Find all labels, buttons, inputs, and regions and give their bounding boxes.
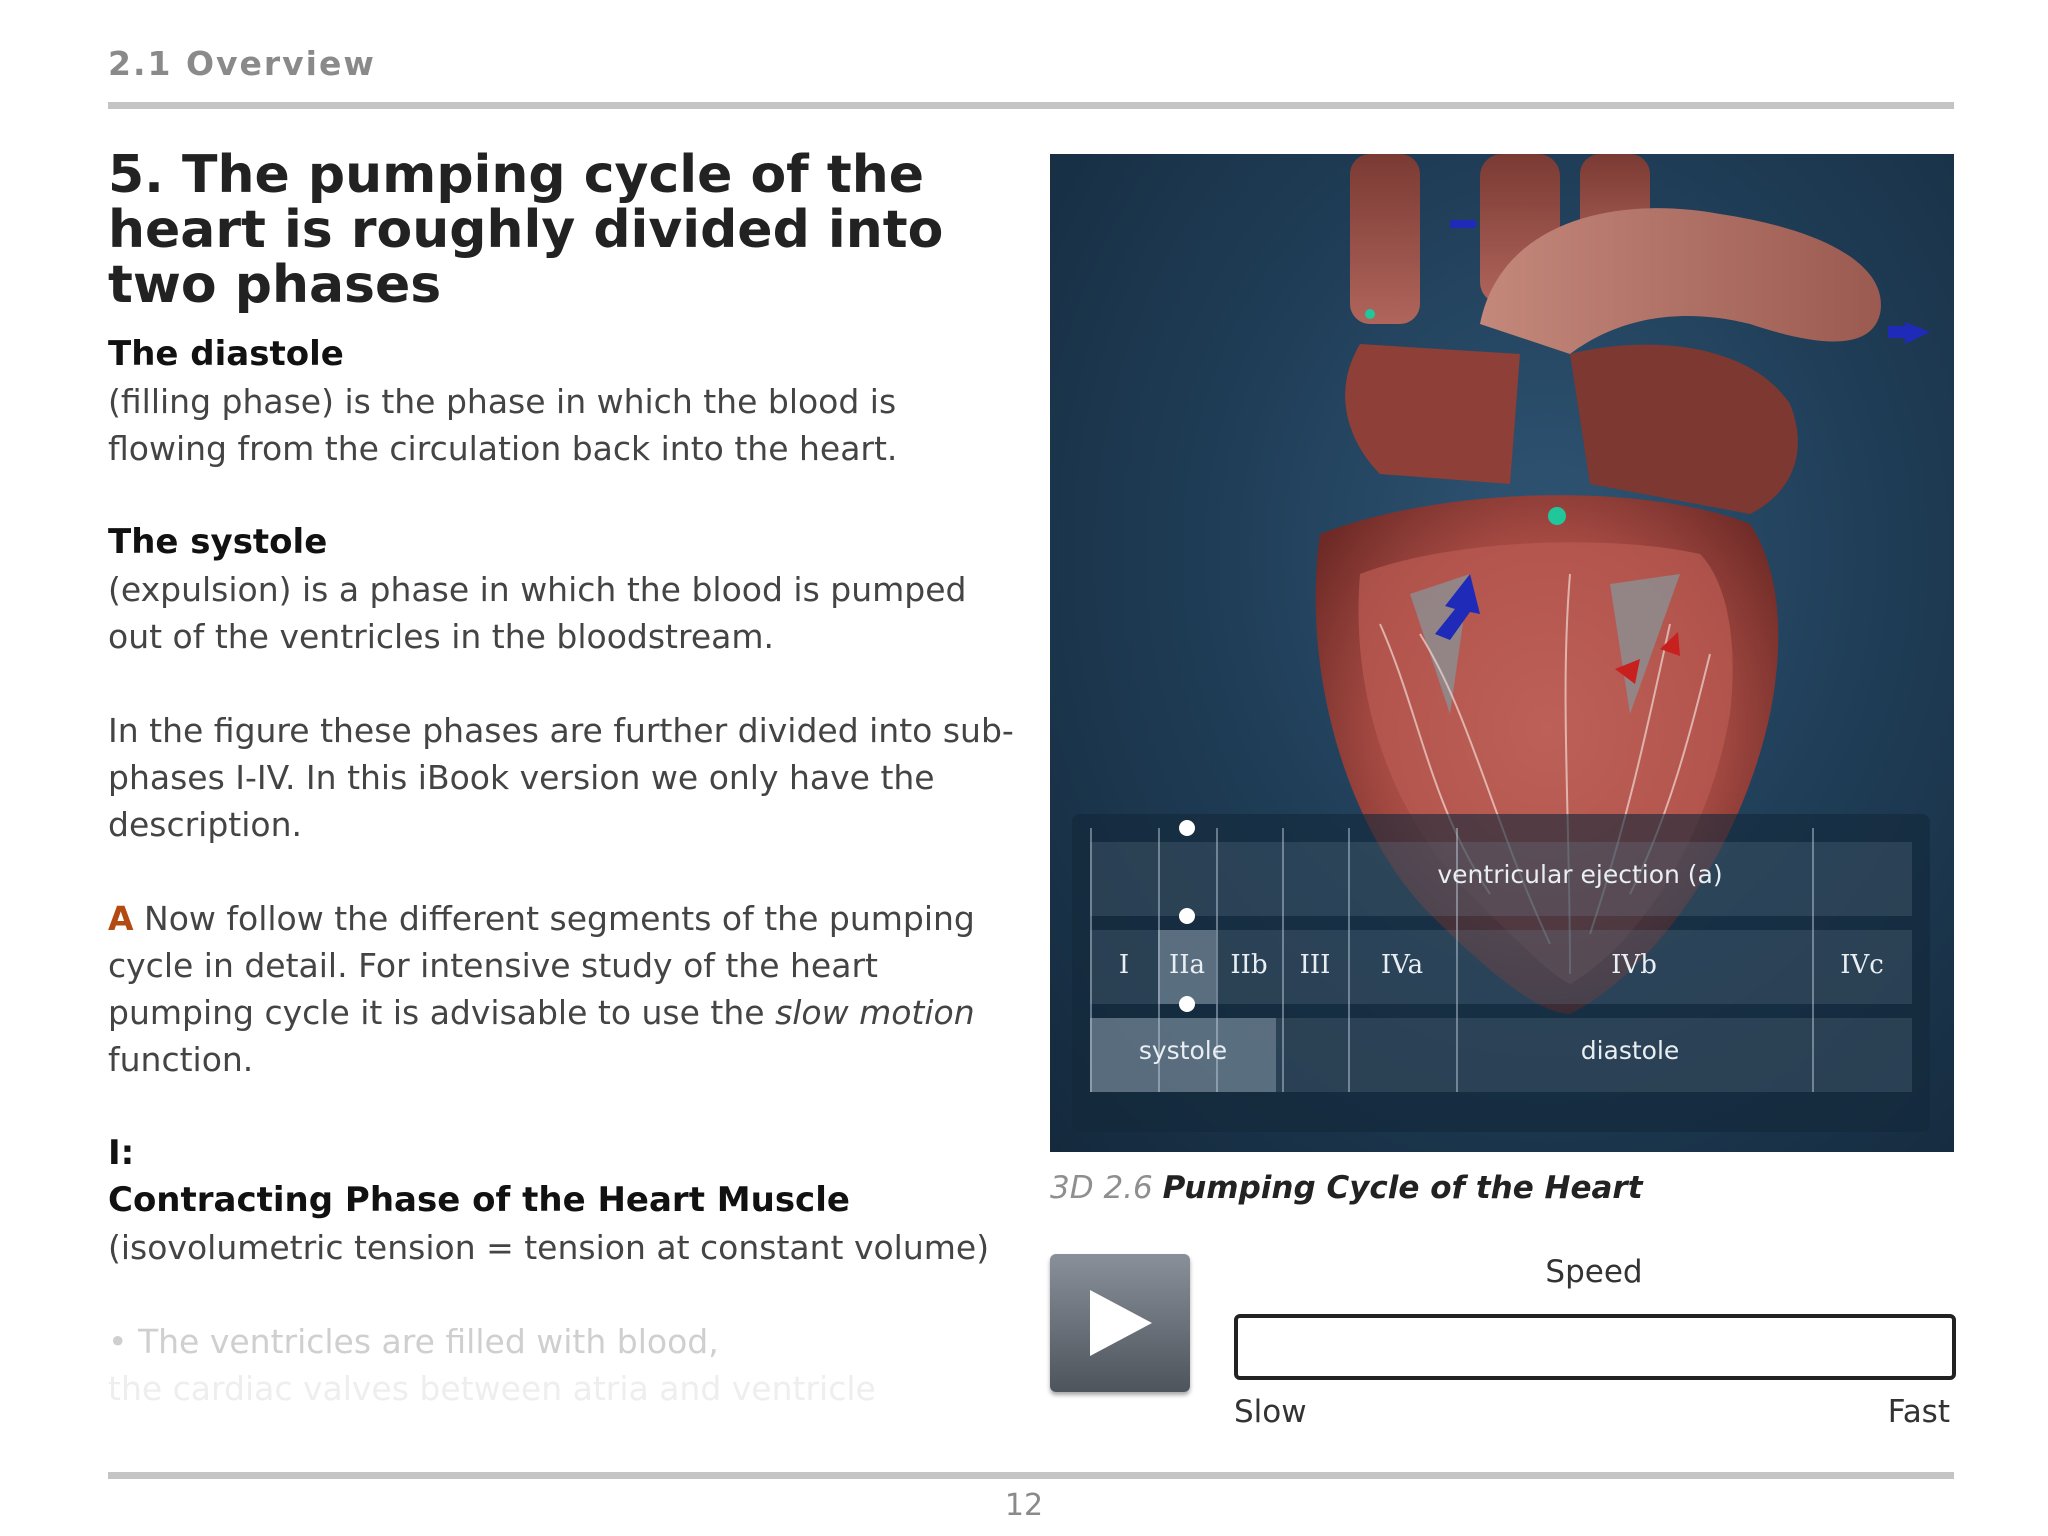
diastole-heading: The diastole xyxy=(108,334,344,374)
caption-id: 3D 2.6 xyxy=(1050,1170,1153,1206)
instruction-paragraph xyxy=(108,895,1018,1083)
diastole-text: (filling phase) is the phase in which the blood is flowing from the circulation back into the heart. xyxy=(108,382,898,468)
speed-label: Speed xyxy=(1545,1254,1643,1290)
bullet-item: • The ventricles are filled with blood, xyxy=(108,1322,719,1361)
subphase-IVc[interactable]: IVc xyxy=(1840,950,1884,980)
play-icon xyxy=(1084,1286,1156,1360)
subphase-IIb[interactable]: IIb xyxy=(1230,950,1268,980)
phase-timeline-panel[interactable] xyxy=(1072,814,1930,1132)
page-number: 12 xyxy=(1004,1488,1044,1523)
article-title: 5. The pumping cycle of the heart is roughly divided into two phases xyxy=(108,148,944,315)
bullet-item-continued: the cardiac valves between atria and ventricle xyxy=(108,1369,876,1408)
phase1-heading: Contracting Phase of the Heart Muscle xyxy=(108,1180,850,1220)
header-rule xyxy=(108,102,1954,109)
phase1-subtitle: (isovolumetric tension = tension at constant volume) xyxy=(108,1228,990,1267)
playhead-marker[interactable] xyxy=(1179,908,1195,924)
heart-3d-figure[interactable] xyxy=(1050,154,1954,1152)
systole-heading: The systole xyxy=(108,522,328,562)
diastole-label: diastole xyxy=(1580,1036,1680,1065)
slow-label: Slow xyxy=(1234,1394,1307,1430)
subphase-IVa[interactable]: IVa xyxy=(1380,950,1424,980)
speed-slider[interactable] xyxy=(1234,1314,1956,1380)
instruction-text-1: Now follow the different segments of the pumping cycle in detail. For intensive study of the heart pumping cycle it is advisable to use the xyxy=(108,899,975,1032)
section-title: 2.1 Overview xyxy=(108,44,376,83)
phase1-label: I: xyxy=(108,1133,135,1173)
instruction-text-2: function. xyxy=(108,1040,254,1079)
systole-label: systole xyxy=(1138,1036,1228,1065)
playhead-marker[interactable] xyxy=(1179,820,1195,836)
footer-rule xyxy=(108,1472,1954,1479)
instruction-emphasis: slow motion xyxy=(775,993,975,1032)
figure-caption xyxy=(1050,1170,1643,1206)
subphase-I[interactable]: I xyxy=(1118,950,1130,980)
subphases-text: In the figure these phases are further divided into sub-phases I-IV. In this iBook version we only have the description. xyxy=(108,711,1014,844)
ventricular-ejection-label: ventricular ejection (a) xyxy=(1437,860,1723,889)
play-button[interactable] xyxy=(1050,1254,1190,1392)
article-column xyxy=(108,148,1018,1428)
subphase-IIa[interactable]: IIa xyxy=(1168,950,1206,980)
subphase-III[interactable]: III xyxy=(1299,950,1331,980)
fast-label: Fast xyxy=(1887,1394,1950,1430)
instruction-marker: A xyxy=(108,899,134,938)
subphase-IVb[interactable]: IVb xyxy=(1611,950,1657,980)
playhead-marker[interactable] xyxy=(1179,996,1195,1012)
caption-title: Pumping Cycle of the Heart xyxy=(1162,1170,1643,1206)
systole-text: (expulsion) is a phase in which the blood is pumped out of the ventricles in the bloodstream. xyxy=(108,570,967,656)
